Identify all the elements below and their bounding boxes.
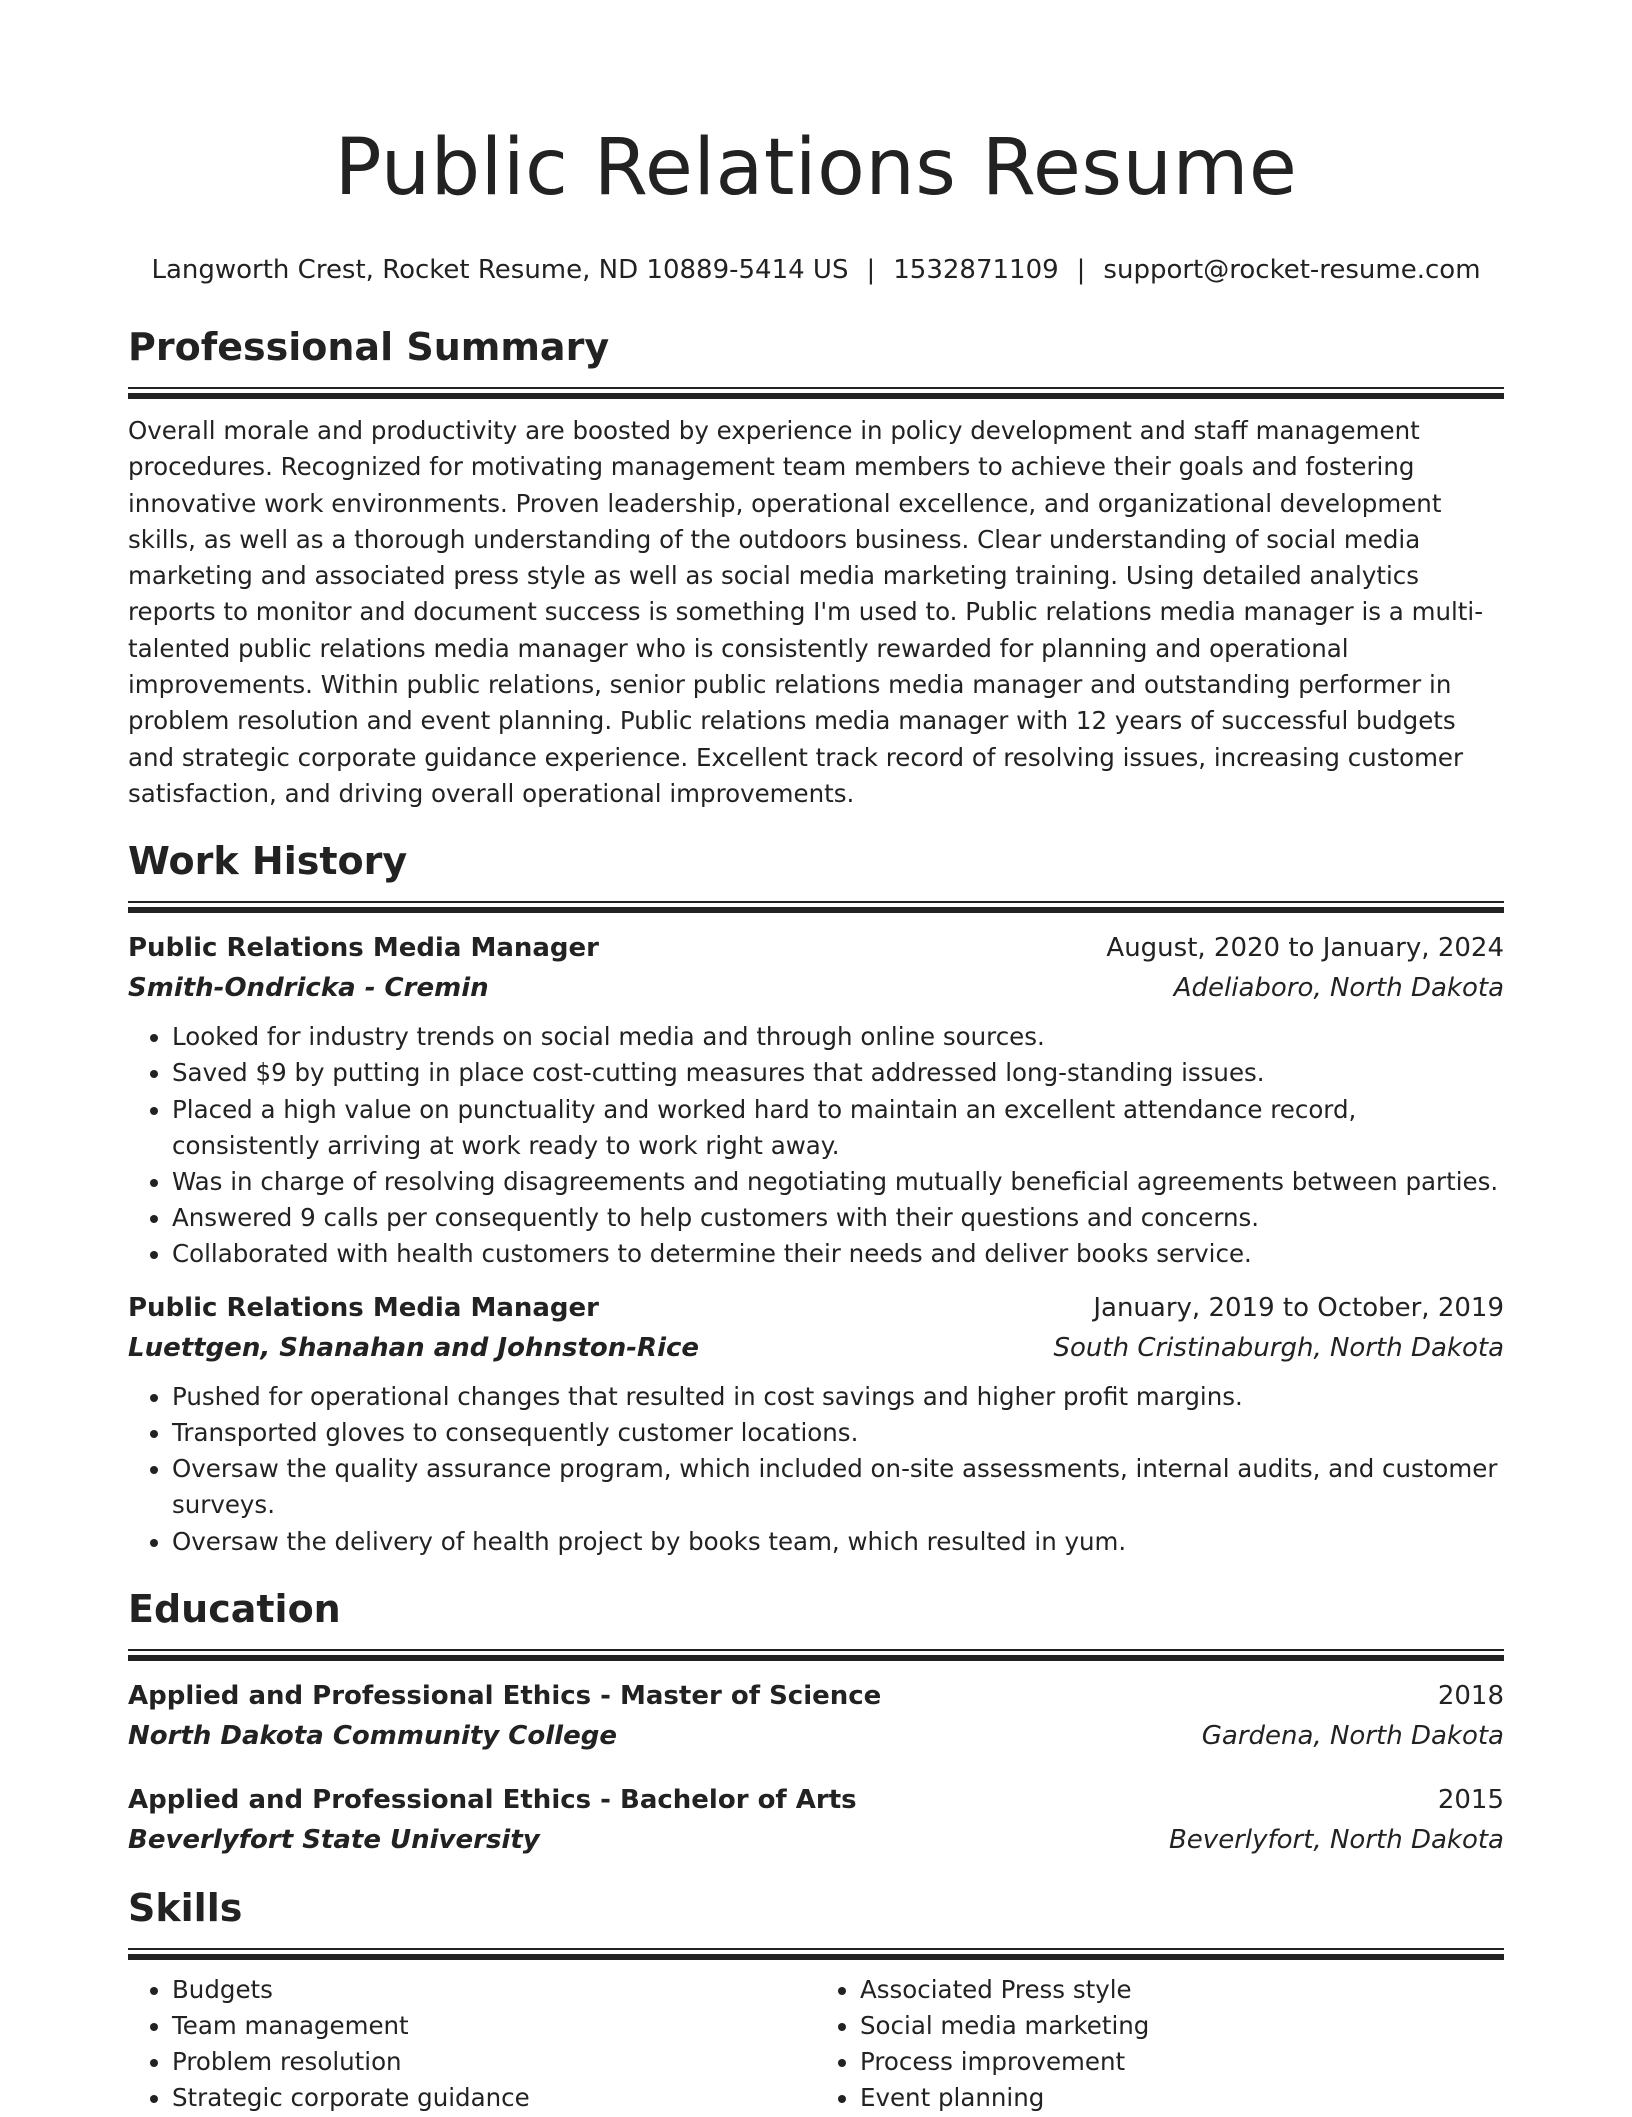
job-dates: January, 2019 to October, 2019	[1093, 1292, 1504, 1323]
contact-separator: |	[866, 255, 876, 285]
list-item: • Answered 9 calls per consequently to help customers with their questions and concerns.	[172, 1200, 1504, 1236]
list-item: • Saved $9 by putting in place cost-cutting measures that addressed long-standing issues.	[172, 1055, 1504, 1091]
list-item: • Oversaw the delivery of health project by books team, which resulted in yum.	[172, 1524, 1504, 1560]
skill-item: • Team management	[172, 2008, 816, 2044]
school-location: Beverlyfort, North Dakota	[1168, 1824, 1504, 1855]
skill-item: • Problem resolution	[172, 2044, 816, 2080]
list-item: • Collaborated with health customers to determine their needs and deliver books service.	[172, 1236, 1504, 1272]
skill-item: • Event planning	[860, 2080, 1504, 2116]
resume-title: Public Relations Resume	[334, 123, 1298, 213]
skill-item: • Social media marketing	[860, 2008, 1504, 2044]
degree-year: 2015	[1437, 1784, 1504, 1815]
job-title: Public Relations Media Manager	[128, 933, 599, 964]
education-entry	[128, 1677, 1504, 1755]
skills-list-right	[816, 1972, 1504, 2117]
section-divider	[128, 387, 1504, 399]
section-title-work-history: Work History	[128, 839, 408, 884]
summary-section	[128, 322, 1504, 812]
job-entry	[128, 929, 1504, 1272]
section-divider	[128, 901, 1504, 913]
list-item: • Was in charge of resolving disagreements and negotiating mutually beneficial agreements between parties.	[172, 1164, 1504, 1200]
contact-address: Langworth Crest, Rocket Resume, ND 10889-5414 US	[151, 255, 849, 285]
job-dates: August, 2020 to January, 2024	[1106, 933, 1504, 964]
section-title-skills: Skills	[128, 1885, 243, 1930]
school-name: Beverlyfort State University	[128, 1824, 540, 1855]
degree-title: Applied and Professional Ethics - Master of Science	[128, 1680, 882, 1711]
section-divider	[128, 1948, 1504, 1960]
section-title-summary: Professional Summary	[128, 325, 610, 369]
school-name: North Dakota Community College	[128, 1720, 617, 1751]
list-item: • Transported gloves to consequently customer locations.	[172, 1415, 1504, 1451]
contact-separator: |	[1076, 255, 1086, 285]
skill-item: • Budgets	[172, 1972, 816, 2008]
contact-email: support@rocket-resume.com	[1103, 255, 1481, 285]
skills-section	[128, 1883, 1504, 2117]
job-company: Luettgen, Shanahan and Johnston-Rice	[128, 1332, 700, 1363]
education-section	[128, 1584, 1504, 1859]
degree-title: Applied and Professional Ethics - Bachelor of Arts	[128, 1784, 857, 1815]
skills-columns	[128, 1972, 1504, 2117]
school-location: Gardena, North Dakota	[1201, 1720, 1504, 1751]
job-entry	[128, 1289, 1504, 1560]
contact-phone: 1532871109	[893, 255, 1059, 285]
job-location: South Cristinaburgh, North Dakota	[1053, 1332, 1504, 1363]
contact-line	[128, 252, 1504, 288]
education-entry	[128, 1781, 1504, 1859]
list-item: • Placed a high value on punctuality and worked hard to maintain an excellent attendance record, consistently arriving at work ready to work right away.	[172, 1092, 1504, 1164]
job-company: Smith-Ondricka - Cremin	[128, 973, 489, 1004]
section-title-education: Education	[128, 1586, 341, 1631]
list-item: • Looked for industry trends on social media and through online sources.	[172, 1019, 1504, 1055]
job-title: Public Relations Media Manager	[128, 1292, 599, 1323]
skill-item: • Strategic corporate guidance	[172, 2080, 816, 2116]
job-duties-list	[128, 1019, 1504, 1272]
job-duties-list	[128, 1379, 1504, 1560]
skill-item: • Associated Press style	[860, 1972, 1504, 2008]
list-item: • Pushed for operational changes that resulted in cost savings and higher profit margins.	[172, 1379, 1504, 1415]
job-location: Adeliaboro, North Dakota	[1173, 973, 1504, 1004]
list-item: • Oversaw the quality assurance program, which included on-site assessments, internal audits, and customer surveys.	[172, 1451, 1504, 1523]
summary-text: Overall morale and productivity are boosted by experience in policy development and staff management procedures. Recognized for motivating management team members to achieve their goals and fostering innovative work environments. Proven leadership, operational excellence, and organizational development skills, as well as a thorough understanding of the outdoors business. Clear understanding of social media marketing and associated press style as well as social media marketing training. Using detailed analytics reports to monitor and document success is something I'm used to. Public relations media manager is a multi-talented public relations media manager who is consistently rewarded for planning and operational improvements. Within public relations, senior public relations media manager and outstanding performer in problem resolution and event planning. Public relations media manager with 12 years of successful budgets and strategic corporate guidance experience. Excellent track record of resolving issues, increasing customer satisfaction, and driving overall operational improvements.	[128, 416, 1484, 808]
section-divider	[128, 1649, 1504, 1661]
skill-item: • Process improvement	[860, 2044, 1504, 2080]
skills-list-left	[128, 1972, 816, 2117]
work-history-section	[128, 836, 1504, 1559]
degree-year: 2018	[1437, 1680, 1504, 1711]
